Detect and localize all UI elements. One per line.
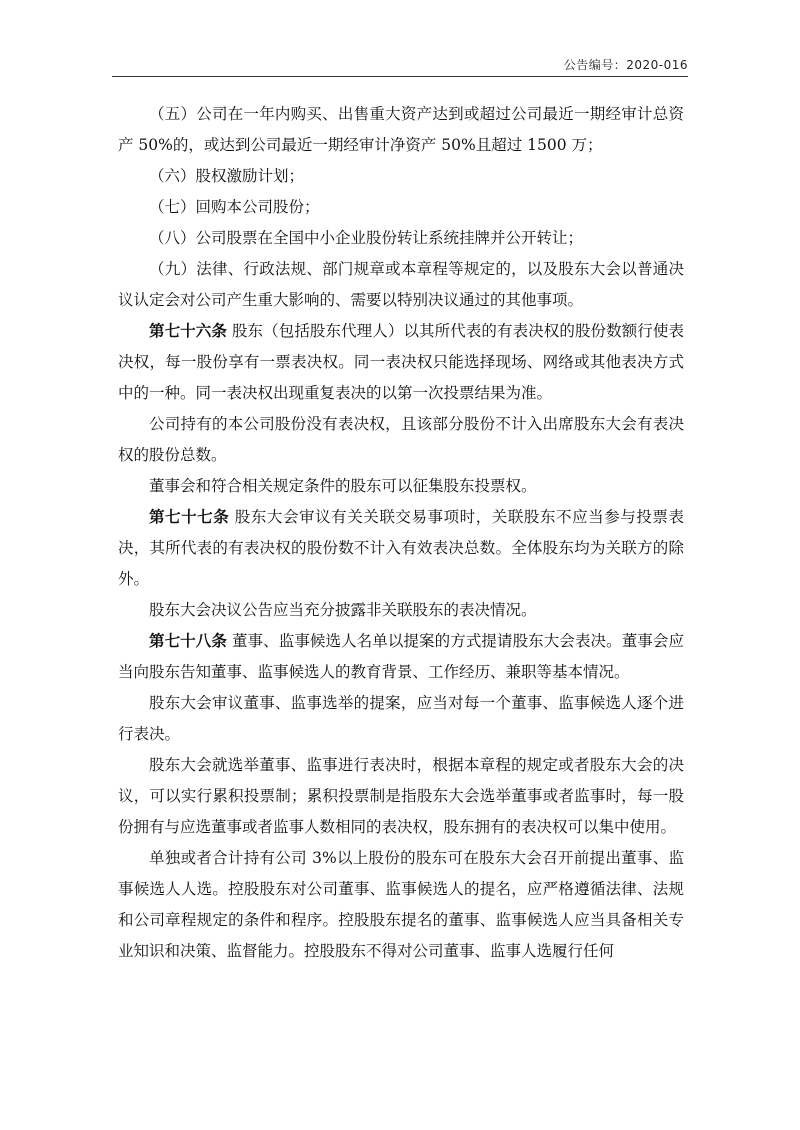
paragraph: （五）公司在一年内购买、出售重大资产达到或超过公司最近一期经审计总资产 50%的，或达到公司最近一期经审计净资产 50%且超过 1500 万； <box>118 105 684 154</box>
paragraph: 股东大会审议董事、监事选举的提案，应当对每一个董事、监事候选人逐个进行表决。 <box>118 694 684 743</box>
paragraph: （八）公司股票在全国中小企业股份转让系统挂牌并公开转让； <box>149 229 584 247</box>
document-number: 公告编号：2020-016 <box>563 58 688 72</box>
header-divider <box>112 76 688 77</box>
article-heading: 第七十六条 <box>149 322 227 340</box>
paragraph: 董事会和符合相关规定条件的股东可以征集股东投票权。 <box>149 477 537 495</box>
article-heading: 第七十七条 <box>149 508 230 526</box>
article-heading: 第七十八条 <box>149 632 227 650</box>
article-77: 第七十七条 股东大会审议有关关联交易事项时，关联股东不应当参与投票表决，其所代表的有表决权的股份数不计入有效表决总数。全体股东均为关联方的除外。 <box>118 508 684 588</box>
paragraph: 公司持有的本公司股份没有表决权，且该部分股份不计入出席股东大会有表决权的股份总数。 <box>118 415 684 464</box>
document-body <box>118 99 684 967</box>
paragraph: （七）回购本公司股份； <box>149 198 320 216</box>
paragraph: 股东大会决议公告应当充分披露非关联股东的表决情况。 <box>149 601 537 619</box>
article-76: 第七十六条 股东（包括股东代理人）以其所代表的有表决权的股份数额行使表决权，每一股份享有一票表决权。同一表决权只能选择现场、网络或其他表决方式中的一种。同一表决权出现重复表决的以第一次投票结果为准。 <box>118 322 684 402</box>
paragraph: （九）法律、行政法规、部门规章或本章程等规定的，以及股东大会以普通决议认定会对公司产生重大影响的、需要以特别决议通过的其他事项。 <box>118 260 684 309</box>
paragraph: （六）股权激励计划； <box>149 167 305 185</box>
paragraph: 股东大会就选举董事、监事进行表决时，根据本章程的规定或者股东大会的决议，可以实行累积投票制；累积投票制是指股东大会选举董事或者监事时，每一股份拥有与应选董事或者监事人数相同的表决权，股东拥有的表决权可以集中使用。 <box>118 756 684 836</box>
article-78: 第七十八条 董事、监事候选人名单以提案的方式提请股东大会表决。董事会应当向股东告知董事、监事候选人的教育背景、工作经历、兼职等基本情况。 <box>118 632 684 681</box>
paragraph: 单独或者合计持有公司 3%以上股份的股东可在股东大会召开前提出董事、监事候选人人选。控股股东对公司董事、监事候选人的提名，应严格遵循法律、法规和公司章程规定的条件和程序。控股股东提名的董事、监事候选人应当具备相关专业知识和决策、监督能力。控股股东不得对公司董事、监事人选履行任何 <box>118 849 684 960</box>
